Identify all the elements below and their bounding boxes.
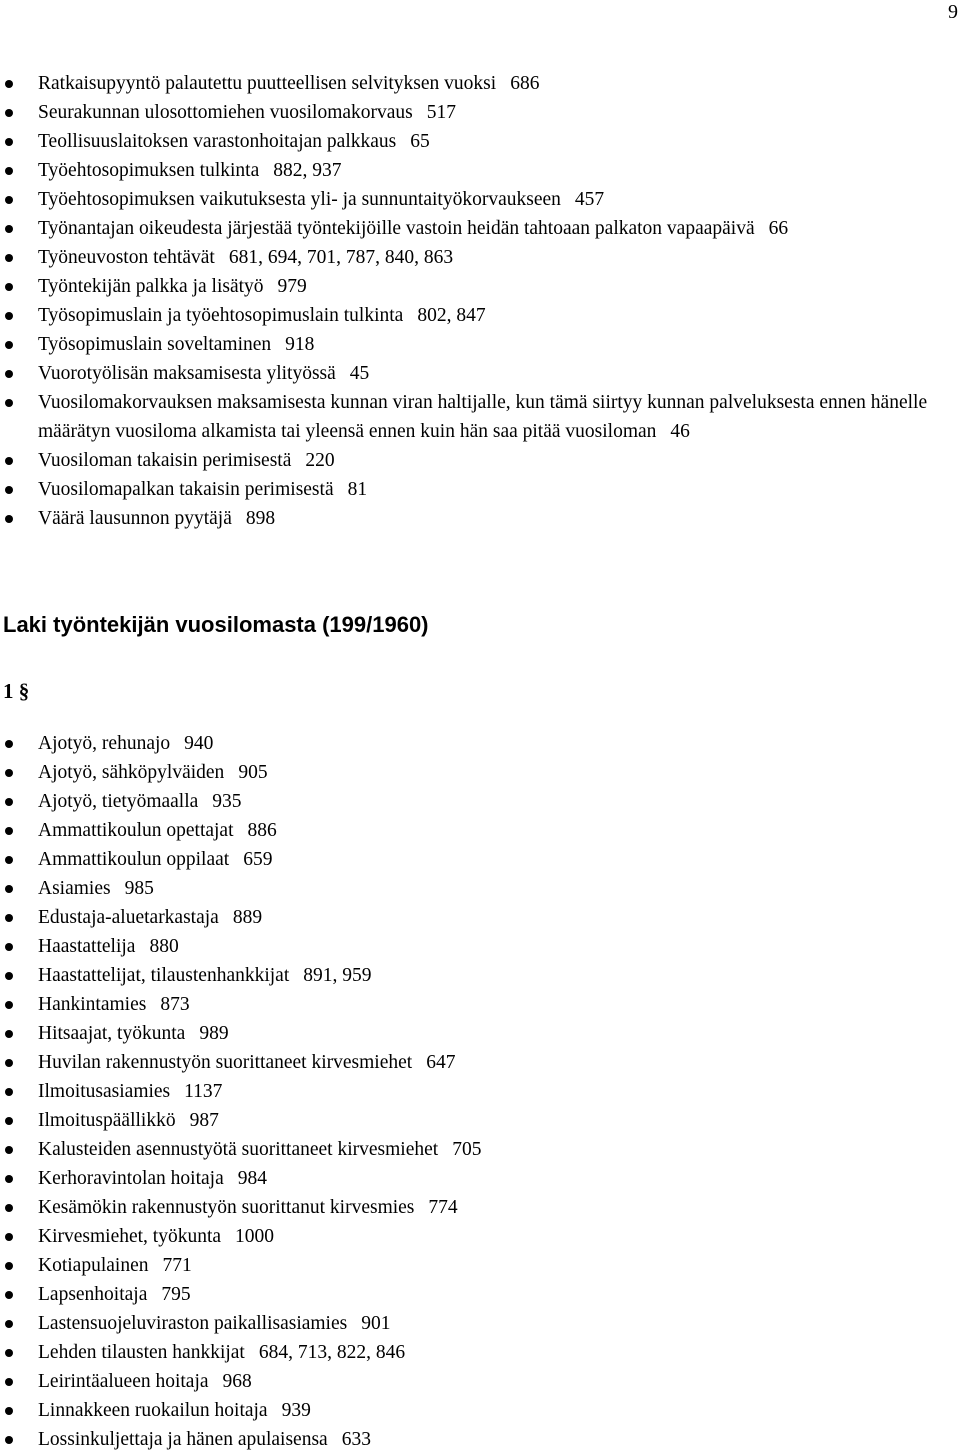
- list-item: [0, 874, 960, 903]
- list-item: [0, 446, 960, 475]
- entry-reference: 987: [189, 1110, 219, 1131]
- entry-reference: 889: [232, 907, 263, 928]
- entry-reference: 989: [199, 1023, 229, 1044]
- entry-text: Kesämökin rakennustyön suorittanut kirvesmies: [38, 1197, 415, 1218]
- entry-text: Kotiapulainen: [38, 1255, 149, 1276]
- section-heading: Laki työntekijän vuosilomasta (199/1960): [3, 612, 429, 637]
- list-item: [0, 932, 960, 961]
- list-item: [0, 1425, 960, 1454]
- entry-text: Työsopimuslain soveltaminen: [38, 334, 272, 355]
- entry-reference: 457: [574, 189, 605, 210]
- entry-text: Ilmoitusasiamies: [38, 1081, 171, 1102]
- index-list-decisions: [0, 69, 960, 533]
- list-item: [0, 787, 960, 816]
- entry-text: Työneuvoston tehtävät: [38, 247, 215, 268]
- entry-reference: 905: [238, 762, 268, 783]
- entry-reference: 705: [452, 1139, 482, 1160]
- entry-text: Ilmoituspäällikkö: [38, 1110, 176, 1131]
- list-item: [0, 243, 960, 272]
- entry-text: Kalusteiden asennustyötä suorittaneet kirvesmiehet: [38, 1139, 439, 1160]
- entry-reference: 882, 937: [273, 160, 342, 181]
- entry-text: Ratkaisupyyntö palautettu puutteellisen selvityksen vuoksi: [38, 73, 497, 94]
- entry-reference: 873: [160, 994, 190, 1015]
- list-item: [0, 69, 960, 98]
- entry-text: Lehden tilausten hankkijat: [38, 1342, 245, 1363]
- page-number: 9: [948, 1, 958, 23]
- entry-reference: 898: [245, 508, 276, 529]
- list-item: [0, 504, 960, 533]
- list-item: [0, 1135, 960, 1164]
- list-item: [0, 330, 960, 359]
- entry-text: Hitsaajat, työkunta: [38, 1023, 186, 1044]
- entry-reference: 985: [124, 878, 154, 899]
- entry-text: Lossinkuljettaja ja hänen apulaisensa: [38, 1429, 328, 1450]
- list-item: [0, 127, 960, 156]
- entry-text: Leirintäalueen hoitaja: [38, 1371, 209, 1392]
- list-item: [0, 1251, 960, 1280]
- list-item: [0, 961, 960, 990]
- list-item: [0, 903, 960, 932]
- entry-text: Seurakunnan ulosottomiehen vuosilomakorvaus: [38, 102, 413, 123]
- list-item: [0, 98, 960, 127]
- entry-text: Huvilan rakennustyön suorittaneet kirvesmiehet: [38, 1052, 413, 1073]
- entry-text: Kerhoravintolan hoitaja: [38, 1168, 224, 1189]
- list-item: [0, 1077, 960, 1106]
- list-item: [0, 1396, 960, 1425]
- list-item: [0, 1019, 960, 1048]
- list-item: [0, 1193, 960, 1222]
- entry-text: Ammattikoulun oppilaat: [38, 849, 230, 870]
- list-item: [0, 214, 960, 243]
- entry-reference: 774: [428, 1197, 458, 1218]
- entry-reference: 1000: [235, 1226, 275, 1247]
- index-list-occupations: [0, 729, 960, 1454]
- section-number: 1 §: [3, 679, 30, 703]
- entry-text: Työnantajan oikeudesta järjestää työntekijöille vastoin heidän tahtoaan palkaton vapaapäivä: [38, 218, 755, 239]
- entry-text: Vuosilomapalkan takaisin perimisestä: [38, 479, 334, 500]
- entry-reference: 66: [768, 218, 789, 239]
- entry-text: Asiamies: [38, 878, 111, 899]
- list-item: [0, 1338, 960, 1367]
- list-item: [0, 845, 960, 874]
- entry-text: Teollisuuslaitoksen varastonhoitajan palkkaus: [38, 131, 397, 152]
- entry-reference: 880: [149, 936, 179, 957]
- entry-text: Vuorotyölisän maksamisesta ylityössä: [38, 363, 336, 384]
- list-item: [0, 1164, 960, 1193]
- entry-text: Työehtosopimuksen tulkinta: [38, 160, 260, 181]
- entry-reference: 517: [426, 102, 457, 123]
- entry-reference: 979: [277, 276, 307, 297]
- entry-text: Lastensuojeluviraston paikallisasiamies: [38, 1313, 348, 1334]
- entry-text: Vuosiloman takaisin perimisestä: [38, 450, 292, 471]
- entry-text: Ajotyö, rehunajo: [38, 733, 171, 754]
- entry-reference: 686: [510, 73, 540, 94]
- list-item: [0, 990, 960, 1019]
- list-item: [0, 156, 960, 185]
- list-item: [0, 388, 953, 446]
- entry-reference: 1137: [184, 1081, 223, 1102]
- entry-text: Vuosilomakorvauksen maksamisesta kunnan viran haltijalle, kun tämä siirtyy kunnan palveluksesta ennen hänelle määrätyn vuosiloma alkamista tai yleensä ennen kuin hän saa pitää vuosiloman: [38, 392, 928, 442]
- list-item: [0, 1367, 960, 1396]
- entry-reference: 81: [347, 479, 368, 500]
- entry-text: Haastattelijat, tilaustenhankkijat: [38, 965, 290, 986]
- entry-reference: 220: [305, 450, 335, 471]
- entry-reference: 939: [281, 1400, 311, 1421]
- entry-text: Edustaja-aluetarkastaja: [38, 907, 219, 928]
- entry-reference: 684, 713, 822, 846: [258, 1342, 406, 1363]
- list-item: [0, 758, 960, 787]
- entry-text: Ajotyö, tietyömaalla: [38, 791, 199, 812]
- entry-text: Ammattikoulun opettajat: [38, 820, 234, 841]
- list-item: [0, 272, 960, 301]
- entry-text: Lapsenhoitaja: [38, 1284, 148, 1305]
- entry-reference: 886: [247, 820, 277, 841]
- entry-reference: 659: [243, 849, 273, 870]
- entry-text: Ajotyö, sähköpylväiden: [38, 762, 225, 783]
- list-item: [0, 1106, 960, 1135]
- entry-reference: 968: [222, 1371, 252, 1392]
- list-item: [0, 185, 960, 214]
- entry-reference: 46: [670, 421, 690, 442]
- entry-reference: 802, 847: [417, 305, 486, 326]
- entry-reference: 935: [212, 791, 242, 812]
- entry-reference: 918: [285, 334, 315, 355]
- entry-text: Hankintamies: [38, 994, 147, 1015]
- list-item: [0, 1280, 960, 1309]
- list-item: [0, 729, 960, 758]
- entry-text: Työehtosopimuksen vaikutuksesta yli- ja sunnuntaityökorvaukseen: [38, 189, 561, 210]
- list-item: [0, 1309, 960, 1338]
- entry-reference: 633: [341, 1429, 371, 1450]
- entry-reference: 65: [410, 131, 430, 152]
- entry-text: Väärä lausunnon pyytäjä: [38, 508, 232, 529]
- entry-reference: 940: [184, 733, 214, 754]
- entry-text: Haastattelija: [38, 936, 136, 957]
- entry-reference: 984: [237, 1168, 267, 1189]
- entry-reference: 795: [161, 1284, 191, 1305]
- entry-reference: 901: [361, 1313, 391, 1334]
- list-item: [0, 816, 960, 845]
- entry-reference: 891, 959: [303, 965, 372, 986]
- list-item: [0, 359, 960, 388]
- entry-text: Linnakkeen ruokailun hoitaja: [38, 1400, 268, 1421]
- entry-text: Työntekijän palkka ja lisätyö: [38, 276, 264, 297]
- entry-text: Kirvesmiehet, työkunta: [38, 1226, 222, 1247]
- entry-reference: 45: [349, 363, 370, 384]
- entry-text: Työsopimuslain ja työehtosopimuslain tulkinta: [38, 305, 404, 326]
- list-item: [0, 475, 960, 504]
- list-item: [0, 1048, 960, 1077]
- list-item: [0, 301, 960, 330]
- entry-reference: 771: [162, 1255, 192, 1276]
- entry-reference: 681, 694, 701, 787, 840, 863: [228, 247, 454, 268]
- entry-reference: 647: [426, 1052, 456, 1073]
- list-item: [0, 1222, 960, 1251]
